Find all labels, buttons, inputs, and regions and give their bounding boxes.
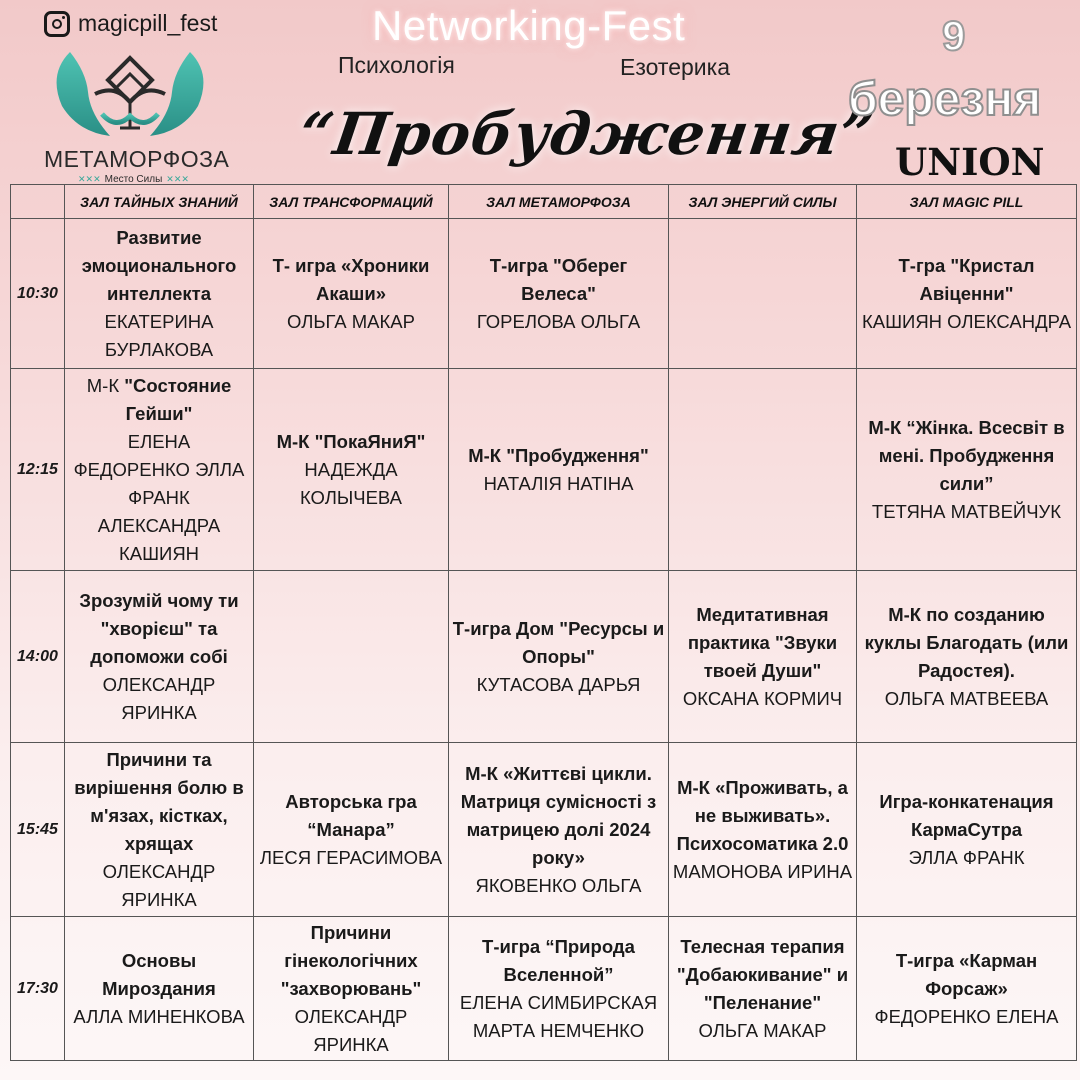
session-cell-empty [254,571,449,743]
session-presenter: ТЕТЯНА МАТВЕЙЧУК [871,500,1062,522]
logo-tagline-text: Место Силы [104,174,163,185]
session-cell [449,219,669,369]
session-presenter: ОЛЕКСАНДР ЯРИНКА [294,1005,408,1055]
session-presenter: ОКСАНА КОРМИЧ [682,687,843,709]
session-title: Т-гра "Кристал Авіценни" [898,254,1035,304]
table-row [11,743,1077,917]
date-month: березня [848,73,1042,126]
time-slot: 15:45 [11,743,65,917]
ornament-icon: ✕✕✕ [166,174,189,184]
session-cell [669,917,857,1061]
session-cell [254,219,449,369]
session-presenter: ОЛЬГА МАКАР [698,1019,827,1041]
session-cell [65,219,254,369]
session-title: М-К "Пробудження" [468,444,649,466]
event-title: “Пробудження” [295,100,879,168]
time-slot: 12:15 [11,369,65,571]
session-presenter: МАМОНОВА ИРИНА [672,860,853,882]
session-title: М-К по созданию куклы Благодать (или Радостея). [864,603,1069,681]
column-header-time [11,185,65,219]
session-presenter: ЕЛЕНА ФЕДОРЕНКО ЭЛЛА ФРАНК АЛЕКСАНДРА КАШИЯН [73,430,245,564]
session-cell [669,571,857,743]
session-presenter: КАШИЯН ОЛЕКСАНДРА [861,310,1072,332]
session-title: Т- игра «Хроники Акаши» [272,254,430,304]
session-presenter: ЯКОВЕНКО ОЛЬГА [475,874,642,896]
table-row [11,571,1077,743]
topic-esoterics: Езотерика [620,54,730,80]
ornament-icon: ✕✕✕ [78,174,101,184]
session-presenter: ФЕДОРЕНКО ЕЛЕНА [874,1005,1059,1027]
session-cell [857,571,1077,743]
column-header: ЗАЛ МЕТАМОРФОЗА [449,185,669,219]
session-title: Зрозумій чому ти "хворієш" та допоможи собі [79,589,239,667]
session-title: Т-игра Дом "Ресурсы и Опоры" [452,617,665,667]
session-cell [669,743,857,917]
session-presenter: НАТАЛІЯ НАТІНА [483,472,634,494]
table-row [11,917,1077,1061]
session-title: Причини та вирішення болю в м'язах, кістках, хрящах [74,748,244,854]
column-header: ЗАЛ MAGIC PILL [857,185,1077,219]
session-title: Медитативная практика "Звуки твоей Души" [687,603,838,681]
session-cell [857,917,1077,1061]
session-presenter: ЛЕСЯ ГЕРАСИМОВА [259,846,443,868]
session-cell [449,369,669,571]
instagram-handle-text: magicpill_fest [78,10,218,36]
session-cell [254,743,449,917]
topic-psychology: Психологія [338,52,455,78]
table-row [11,219,1077,369]
session-cell [254,917,449,1061]
session-cell [65,571,254,743]
session-presenter: ЕЛЕНА СИМБИРСКАЯ МАРТА НЕМЧЕНКО [459,991,658,1041]
session-presenter: НАДЕЖДА КОЛЫЧЕВА [299,458,402,508]
schedule-table [10,184,1077,1061]
session-presenter: ЕКАТЕРИНА БУРЛАКОВА [104,310,214,360]
session-title: Т-игра «Карман Форсаж» [895,949,1038,999]
instagram-icon [44,11,70,37]
session-presenter: ГОРЕЛОВА ОЛЬГА [476,310,641,332]
session-cell-empty [669,219,857,369]
session-presenter: ОЛЬГА МАКАР [287,310,415,332]
column-header: ЗАЛ ТРАНСФОРМАЦИЙ [254,185,449,219]
venue: UNION [895,140,1045,184]
session-presenter: ОЛЕКСАНДР ЯРИНКА [102,860,216,910]
session-cell [65,369,254,571]
session-title: Телесная терапия "Добаюкивание" и "Пеленание" [676,935,849,1013]
session-cell-empty [669,369,857,571]
session-title: Авторська гра “Манара” [285,790,417,840]
session-cell [449,917,669,1061]
fest-title: Networking-Fest [372,2,686,49]
session-title: Т-игра “Природа Вселенной” [482,935,635,985]
column-header: ЗАЛ ТАЙНЫХ ЗНАНИЙ [65,185,254,219]
session-presenter: ОЛЕКСАНДР ЯРИНКА [102,673,216,723]
time-slot: 17:30 [11,917,65,1061]
time-slot: 14:00 [11,571,65,743]
session-title: М-К "ПокаЯниЯ" [276,430,426,452]
session-cell [449,571,669,743]
date-day: 9 [942,12,966,59]
session-cell [65,917,254,1061]
time-slot: 10:30 [11,219,65,369]
session-cell [65,743,254,917]
session-title: Причини гінекологічних "захворювань" [280,921,422,999]
session-title: Основы Мироздания [102,949,216,999]
session-cell [449,743,669,917]
logo-name: МЕТАМОРФОЗА [44,146,230,172]
session-cell [857,369,1077,571]
session-title: Игра-конкатенация КармаСутра [879,790,1054,840]
session-title: Т-игра "Оберег Велеса" [489,254,628,304]
session-title: М-К «Проживать, а не выживать». Психосоматика 2.0 [676,776,849,854]
session-presenter: КУТАСОВА ДАРЬЯ [476,673,641,695]
session-title: М-К «Життєві цикли. Матриця сумісності з матрицею долі 2024 року» [460,762,657,868]
session-cell [857,219,1077,369]
session-prefix: М-К [86,374,125,396]
session-title: М-К “Жінка. Всесвіт в мені. Пробудження сили” [868,416,1065,494]
session-cell [254,369,449,571]
session-title: Развитие эмоционального интеллекта [81,226,237,304]
session-presenter: АЛЛА МИНЕНКОВА [73,1005,245,1027]
table-row [11,369,1077,571]
session-presenter: ЭЛЛА ФРАНК [908,846,1025,868]
instagram-handle[interactable] [44,10,217,37]
table-header-row [11,185,1077,219]
column-header: ЗАЛ ЭНЕРГИЙ СИЛЫ [669,185,857,219]
session-cell [857,743,1077,917]
session-title: "Состояние Гейши" [124,374,232,424]
session-presenter: ОЛЬГА МАТВЕЕВА [884,687,1049,709]
